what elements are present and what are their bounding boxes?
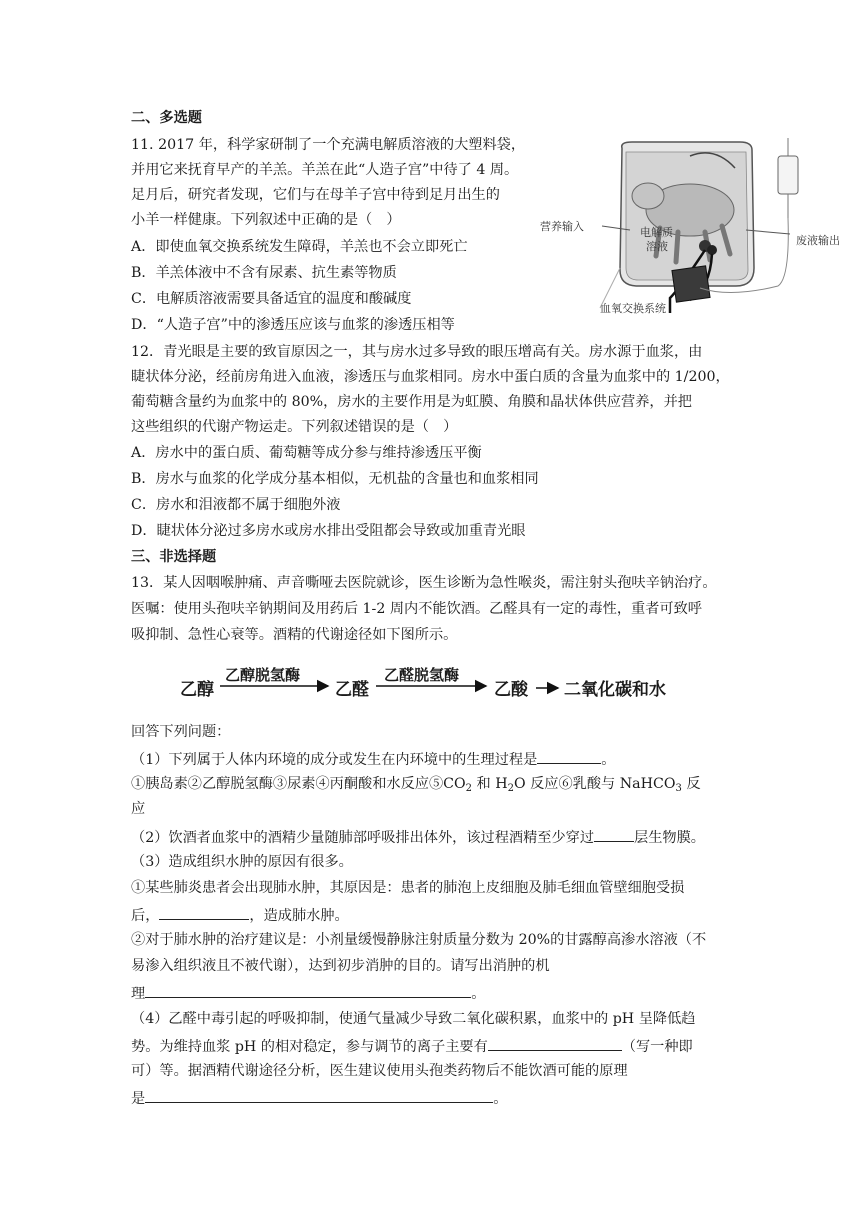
q13-part3-2-cont: 易渗入组织液且不被代谢），达到初步消肿的目的。请写出消肿的机	[131, 958, 550, 974]
text: 后，	[131, 908, 160, 924]
q12-stem-line: 葡萄糖含量约为血浆中的 80%，房水的主要作用是为虹膜、角膜和晶状体供应营养，并把	[131, 394, 692, 410]
q13-part1-options	[131, 774, 701, 794]
fig-label-waste-output: 废液输出	[796, 234, 840, 247]
artificial-womb-figure	[540, 138, 860, 318]
q11-option-d: D．“人造子宫”中的渗透压应该与血浆的渗透压相等	[131, 317, 455, 333]
species-acetaldehyde: 乙醛	[335, 680, 369, 700]
q13-stem-line: 医嘱：使用头孢呋辛钠期间及用药后 1-2 周内不能饮酒。乙醛具有一定的毒性，重者可致呼	[131, 601, 702, 617]
q13-part4-cont	[131, 1035, 693, 1057]
q11-stem-line: 小羊一样健康。下列叙述中正确的是（ ）	[131, 212, 401, 228]
artificial-womb-illustration	[540, 138, 860, 318]
fig-label-electrolyte: 电解质	[640, 226, 673, 239]
q11-option-c: C．电解质溶液需要具备适宜的温度和酸碱度	[131, 291, 412, 307]
enzyme-aldh: 乙醛脱氢酶	[384, 666, 460, 684]
fig-label-nutrient-input: 营养输入	[540, 220, 584, 233]
answer-intro: 回答下列问题：	[131, 724, 231, 740]
option-text: 和 H	[472, 776, 508, 792]
q13-part1-text: （1）下列属于人体内环境的成分或发生在内环境中的生理过程是	[131, 752, 538, 768]
q13-part1	[131, 748, 615, 770]
q13-part3-2: ②对于肺水肿的治疗建议是：小剂量缓慢静脉注射质量分数为 20%的甘露醇高渗水溶液（不	[131, 932, 707, 948]
q13-part3-2-answer	[131, 982, 485, 1004]
q12-option-d: D．睫状体分泌过多房水或房水排出受阻都会导致或加重青光眼	[131, 523, 526, 539]
q13-part3: （3）造成组织水肿的原因有很多。	[131, 854, 353, 870]
q12-stem-line: 12．青光眼是主要的致盲原因之一，其与房水过多导致的眼压增高有关。房水源于血浆，由	[131, 344, 703, 360]
q12-stem-line: 睫状体分泌，经前房角进入血液，渗透压与血浆相同。房水中蛋白质的含量为血浆中的 1/200，	[131, 369, 730, 385]
q13-part2	[131, 826, 705, 848]
answer-blank-6[interactable]	[145, 1087, 493, 1103]
species-acetic-acid: 乙酸	[494, 680, 528, 700]
answer-blank-1[interactable]	[537, 748, 601, 764]
q13-part3-1: ①某些肺炎患者会出现肺水肿，其原因是：患者的肺泡上皮细胞及肺毛细血管壁细胞受损	[131, 880, 685, 896]
q12-option-b: B．房水与血浆的化学成分基本相似，无机盐的含量也和血浆相同	[131, 471, 539, 487]
subscript: 2	[465, 783, 472, 794]
text: 理	[131, 986, 146, 1002]
q13-part3-1-cont	[131, 904, 349, 926]
q11-stem-line: 11. 2017 年，科学家研制了一个充满电解质溶液的大塑料袋，	[131, 137, 526, 153]
answer-blank-4[interactable]	[145, 982, 471, 998]
option-text: 反	[681, 776, 701, 792]
punctuation: 。	[601, 752, 616, 768]
subscript: 3	[675, 783, 682, 794]
section-heading-non-choice: 三、非选择题	[131, 549, 217, 565]
option-text: O 反应⑥乳酸与 NaHCO	[513, 776, 676, 792]
text: 是	[131, 1091, 146, 1107]
section-heading-multi: 二、多选题	[131, 110, 202, 126]
fig-label-solution: 溶液	[646, 240, 668, 253]
q13-part1-options-wrap: 应	[131, 801, 146, 817]
answer-blank-3[interactable]	[159, 904, 249, 920]
answer-blank-5[interactable]	[488, 1035, 622, 1051]
alcohol-metabolism-pathway	[180, 664, 700, 704]
answer-blank-2[interactable]	[594, 826, 634, 842]
species-ethanol: 乙醇	[180, 680, 214, 700]
q13-stem-line: 13．某人因咽喉肿痛、声音嘶哑去医院就诊，医生诊断为急性喉炎，需注射头孢呋辛钠治疗。	[131, 575, 717, 591]
q13-part2-end: 层生物膜。	[634, 830, 705, 846]
q11-stem-line: 足月后，研究者发现，它们与在母羊子宫中待到足月出生的	[131, 187, 500, 203]
fig-label-oxygen-exchange: 血氧交换系统	[600, 302, 666, 315]
q12-option-a: A．房水中的蛋白质、葡萄糖等成分参与维持渗透压平衡	[131, 445, 482, 461]
q13-part2-text: （2）饮酒者血浆中的酒精少量随肺部呼吸排出体外，该过程酒精至少穿过	[131, 830, 595, 846]
q13-part4: （4）乙醛中毒引起的呼吸抑制，使通气量减少导致二氧化碳积累，血浆中的 pH 呈降低趋	[131, 1011, 696, 1027]
subscript: 2	[507, 783, 514, 794]
text: （写一种即	[621, 1039, 693, 1055]
q12-stem-line: 这些组织的代谢产物运走。下列叙述错误的是（ ）	[131, 419, 458, 435]
q13-part4-answer	[131, 1087, 507, 1109]
q11-stem-line: 并用它来抚育早产的羊羔。羊羔在此“人造子宫”中待了 4 周。	[131, 162, 519, 178]
q11-option-a: A．即使血氧交换系统发生障碍，羊羔也不会立即死亡	[131, 239, 468, 255]
species-co2-water: 二氧化碳和水	[564, 680, 666, 700]
enzyme-adh: 乙醇脱氢酶	[225, 666, 301, 684]
text: ，造成肺水肿。	[249, 908, 349, 924]
q13-part4-cont2: 可）等。据酒精代谢途径分析，医生建议使用头孢类药物后不能饮酒可能的原理	[131, 1063, 628, 1079]
text: 势。为维持血浆 pH 的相对稳定，参与调节的离子主要有	[131, 1039, 488, 1055]
q13-stem-line: 吸抑制、急性心衰等。酒精的代谢途径如下图所示。	[131, 627, 458, 643]
option-text: ①胰岛素②乙醇脱氢酶③尿素④丙酮酸和水反应⑤CO	[131, 776, 466, 792]
q12-option-c: C．房水和泪液都不属于细胞外液	[131, 497, 341, 513]
text: 。	[471, 986, 486, 1002]
q11-option-b: B．羊羔体液中不含有尿素、抗生素等物质	[131, 265, 397, 281]
text: 。	[493, 1091, 508, 1107]
